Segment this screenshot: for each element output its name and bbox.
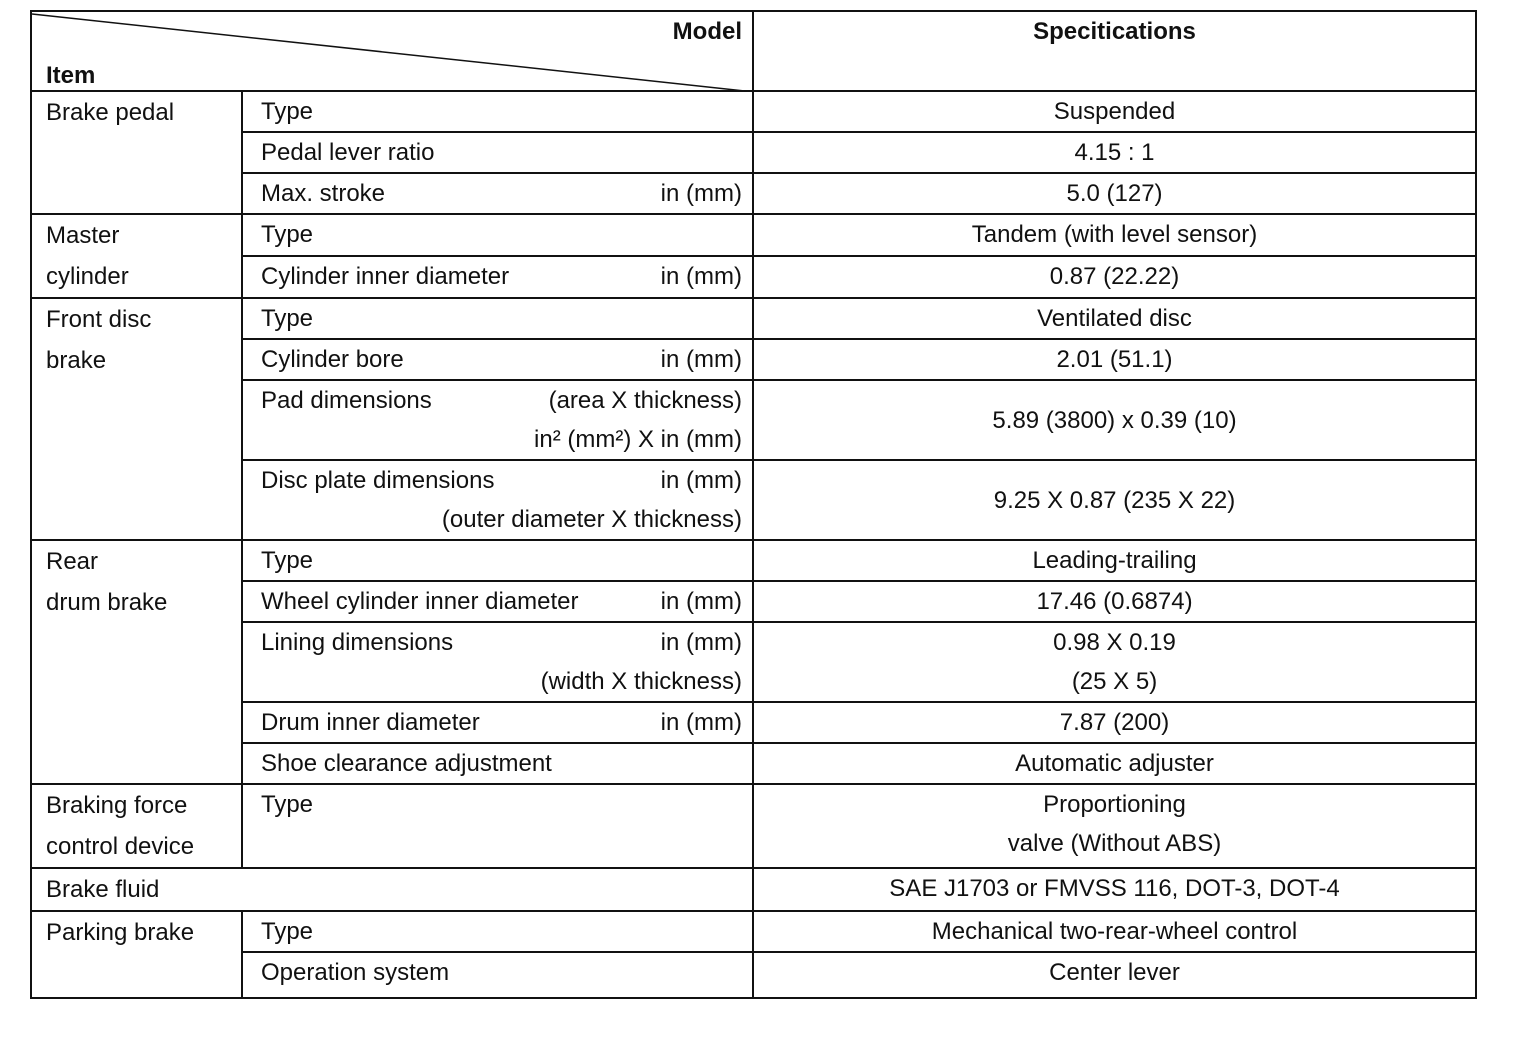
spec-value: Center lever bbox=[753, 952, 1476, 998]
table-row bbox=[31, 173, 1476, 214]
spec-value: Tandem (with level sensor) bbox=[753, 214, 1476, 256]
brake-spec-table bbox=[30, 10, 1477, 999]
table-row bbox=[31, 380, 1476, 460]
item-label: Drum inner diameter in (mm) bbox=[242, 702, 753, 743]
table-row bbox=[31, 911, 1476, 952]
spec-value: Leading-trailing bbox=[753, 540, 1476, 581]
diagonal-line bbox=[32, 12, 754, 92]
unit-label: in (mm) bbox=[660, 346, 742, 373]
item-label: Lining dimensions in (mm) (width X thickness) bbox=[242, 622, 753, 702]
spec-value: 0.98 X 0.19 (25 X 5) bbox=[753, 622, 1476, 702]
spec-table-page bbox=[30, 10, 1475, 999]
table-row bbox=[31, 743, 1476, 784]
table-row bbox=[31, 702, 1476, 743]
header-row bbox=[31, 11, 1476, 91]
unit-label: in (mm) bbox=[660, 263, 742, 290]
table-row bbox=[31, 339, 1476, 380]
unit-label: in (mm) bbox=[660, 467, 742, 494]
item-label: Type bbox=[242, 91, 753, 132]
unit-note: (outer diameter X thickness) bbox=[441, 506, 742, 533]
spec-value: 17.46 (0.6874) bbox=[753, 581, 1476, 622]
group-brake-pedal: Brake pedal bbox=[31, 91, 242, 214]
item-label: Type bbox=[242, 540, 753, 581]
table-row bbox=[31, 460, 1476, 540]
table-row bbox=[31, 622, 1476, 702]
table-row bbox=[31, 581, 1476, 622]
item-label: Type bbox=[242, 214, 753, 256]
group-rear-drum-brake: Rear drum brake bbox=[31, 540, 242, 784]
unit-label: in² (mm²) X in (mm) bbox=[534, 426, 742, 453]
item-label: Cylinder inner diameter in (mm) bbox=[242, 256, 753, 298]
table-row bbox=[31, 91, 1476, 132]
item-label: Type bbox=[242, 298, 753, 339]
unit-note: (width X thickness) bbox=[540, 668, 742, 695]
table-row bbox=[31, 298, 1476, 339]
group-braking-force-control: Braking force control device bbox=[31, 784, 242, 868]
item-label: Shoe clearance adjustment bbox=[242, 743, 753, 784]
unit-label: in (mm) bbox=[660, 709, 742, 736]
group-brake-fluid: Brake fluid bbox=[31, 868, 753, 911]
item-label: Pad dimensions (area X thickness) in² (mm²) X in (mm) bbox=[242, 380, 753, 460]
item-label: Cylinder bore in (mm) bbox=[242, 339, 753, 380]
spec-value: SAE J1703 or FMVSS 116, DOT-3, DOT-4 bbox=[753, 868, 1476, 911]
spec-value: 4.15 : 1 bbox=[753, 132, 1476, 173]
unit-label: in (mm) bbox=[660, 629, 742, 656]
spec-value: 9.25 X 0.87 (235 X 22) bbox=[753, 460, 1476, 540]
item-label: Operation system bbox=[242, 952, 753, 998]
table-row bbox=[31, 868, 1476, 911]
spec-value: Proportioning valve (Without ABS) bbox=[753, 784, 1476, 868]
table-row bbox=[31, 214, 1476, 256]
spec-value: 5.89 (3800) x 0.39 (10) bbox=[753, 380, 1476, 460]
item-label: Type bbox=[242, 911, 753, 952]
unit-label: in (mm) bbox=[660, 588, 742, 615]
spec-value: 2.01 (51.1) bbox=[753, 339, 1476, 380]
item-label: Type bbox=[242, 784, 753, 868]
spec-value: Suspended bbox=[753, 91, 1476, 132]
spec-value: Ventilated disc bbox=[753, 298, 1476, 339]
item-label: Wheel cylinder inner diameter in (mm) bbox=[242, 581, 753, 622]
header-specifications: Specitications bbox=[753, 11, 1476, 91]
spec-value: 7.87 (200) bbox=[753, 702, 1476, 743]
item-label: Pedal lever ratio bbox=[242, 132, 753, 173]
spec-value: 0.87 (22.22) bbox=[753, 256, 1476, 298]
table-row bbox=[31, 540, 1476, 581]
unit-label: in (mm) bbox=[660, 180, 742, 207]
table-row bbox=[31, 952, 1476, 998]
header-diagonal-cell bbox=[31, 11, 753, 91]
header-model: Model bbox=[672, 18, 742, 45]
unit-note: (area X thickness) bbox=[548, 387, 742, 414]
group-master-cylinder: Master cylinder bbox=[31, 214, 242, 298]
group-front-disc-brake: Front disc brake bbox=[31, 298, 242, 540]
table-row bbox=[31, 256, 1476, 298]
spec-value: Mechanical two-rear-wheel control bbox=[753, 911, 1476, 952]
table-row bbox=[31, 132, 1476, 173]
item-label: Max. stroke in (mm) bbox=[242, 173, 753, 214]
spec-value: 5.0 (127) bbox=[753, 173, 1476, 214]
header-item: Item bbox=[46, 62, 96, 89]
spec-value: Automatic adjuster bbox=[753, 743, 1476, 784]
group-parking-brake: Parking brake bbox=[31, 911, 242, 998]
table-row bbox=[31, 784, 1476, 868]
item-label: Disc plate dimensions in (mm) (outer diameter X thickness) bbox=[242, 460, 753, 540]
